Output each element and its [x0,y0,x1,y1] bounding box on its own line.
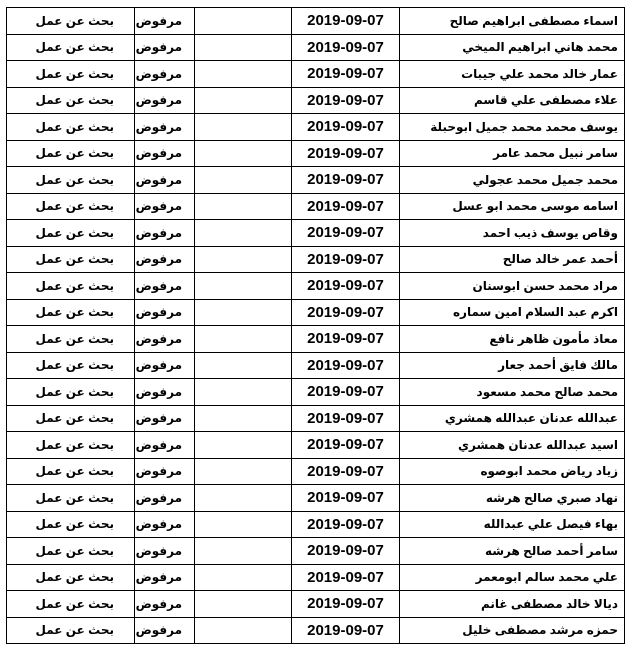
date-cell: 2019-09-07 [292,617,400,644]
date-cell: 2019-09-07 [292,167,400,194]
date-cell: 2019-09-07 [292,432,400,459]
empty-cell [195,511,292,538]
table-row [7,617,625,644]
status-cell: بحث عن عمل [7,485,135,512]
decision-cell: مرفوض [135,273,195,300]
date-cell: 2019-09-07 [292,273,400,300]
date-cell: 2019-09-07 [292,246,400,273]
name-cell: عمار خالد محمد علي جيبات [400,61,625,88]
table-row [7,352,625,379]
status-cell: بحث عن عمل [7,193,135,220]
name-cell: مالك فايق أحمد جعار [400,352,625,379]
date-cell: 2019-09-07 [292,564,400,591]
empty-cell [195,61,292,88]
table-row [7,114,625,141]
table-row [7,34,625,61]
empty-cell [195,538,292,565]
decision-cell: مرفوض [135,432,195,459]
date-cell: 2019-09-07 [292,538,400,565]
table-row [7,220,625,247]
status-cell: بحث عن عمل [7,617,135,644]
empty-cell [195,352,292,379]
decision-cell: مرفوض [135,485,195,512]
status-cell: بحث عن عمل [7,246,135,273]
table-row [7,405,625,432]
name-cell: اسماء مصطفى ابراهيم صالح [400,8,625,35]
name-cell: ديالا خالد مصطفى غانم [400,591,625,618]
date-cell: 2019-09-07 [292,405,400,432]
name-cell: سامر نبيل محمد عامر [400,140,625,167]
empty-cell [195,432,292,459]
date-cell: 2019-09-07 [292,140,400,167]
name-cell: اسامه موسى محمد ابو عسل [400,193,625,220]
date-cell: 2019-09-07 [292,193,400,220]
status-cell: بحث عن عمل [7,34,135,61]
table-row [7,246,625,273]
decision-cell: مرفوض [135,352,195,379]
date-cell: 2019-09-07 [292,87,400,114]
table-row [7,458,625,485]
decision-cell: مرفوض [135,299,195,326]
empty-cell [195,193,292,220]
decision-cell: مرفوض [135,564,195,591]
decision-cell: مرفوض [135,511,195,538]
name-cell: عبدالله عدنان عبدالله همشري [400,405,625,432]
status-cell: بحث عن عمل [7,87,135,114]
name-cell: مراد محمد حسن ابوسنان [400,273,625,300]
empty-cell [195,326,292,353]
table-row [7,140,625,167]
status-cell: بحث عن عمل [7,273,135,300]
status-cell: بحث عن عمل [7,140,135,167]
results-table-container [6,7,624,644]
decision-cell: مرفوض [135,458,195,485]
status-cell: بحث عن عمل [7,564,135,591]
table-row [7,273,625,300]
decision-cell: مرفوض [135,140,195,167]
date-cell: 2019-09-07 [292,326,400,353]
decision-cell: مرفوض [135,34,195,61]
empty-cell [195,591,292,618]
status-cell: بحث عن عمل [7,220,135,247]
empty-cell [195,379,292,406]
decision-cell: مرفوض [135,220,195,247]
decision-cell: مرفوض [135,617,195,644]
date-cell: 2019-09-07 [292,511,400,538]
empty-cell [195,273,292,300]
decision-cell: مرفوض [135,167,195,194]
date-cell: 2019-09-07 [292,352,400,379]
table-row [7,61,625,88]
status-cell: بحث عن عمل [7,352,135,379]
date-cell: 2019-09-07 [292,379,400,406]
status-cell: بحث عن عمل [7,538,135,565]
date-cell: 2019-09-07 [292,114,400,141]
table-row [7,87,625,114]
results-table [6,7,625,644]
empty-cell [195,564,292,591]
table-row [7,485,625,512]
table-row [7,8,625,35]
table-row [7,193,625,220]
date-cell: 2019-09-07 [292,220,400,247]
status-cell: بحث عن عمل [7,405,135,432]
name-cell: يوسف محمد محمد جميل ابوحبلة [400,114,625,141]
empty-cell [195,485,292,512]
name-cell: حمزه مرشد مصطفى خليل [400,617,625,644]
decision-cell: مرفوض [135,538,195,565]
name-cell: نهاد صبري صالح هرشه [400,485,625,512]
decision-cell: مرفوض [135,591,195,618]
date-cell: 2019-09-07 [292,591,400,618]
empty-cell [195,405,292,432]
decision-cell: مرفوض [135,8,195,35]
status-cell: بحث عن عمل [7,61,135,88]
empty-cell [195,114,292,141]
empty-cell [195,617,292,644]
empty-cell [195,167,292,194]
table-row [7,564,625,591]
name-cell: وقاص يوسف ذيب احمد [400,220,625,247]
empty-cell [195,34,292,61]
status-cell: بحث عن عمل [7,458,135,485]
table-row [7,511,625,538]
table-row [7,432,625,459]
status-cell: بحث عن عمل [7,379,135,406]
date-cell: 2019-09-07 [292,8,400,35]
results-table-body [7,8,625,644]
decision-cell: مرفوض [135,114,195,141]
empty-cell [195,140,292,167]
empty-cell [195,220,292,247]
decision-cell: مرفوض [135,246,195,273]
empty-cell [195,246,292,273]
decision-cell: مرفوض [135,61,195,88]
date-cell: 2019-09-07 [292,485,400,512]
table-row [7,167,625,194]
name-cell: سامر أحمد صالح هرشه [400,538,625,565]
name-cell: أحمد عمر خالد صالح [400,246,625,273]
status-cell: بحث عن عمل [7,299,135,326]
empty-cell [195,299,292,326]
status-cell: بحث عن عمل [7,432,135,459]
name-cell: اسيد عبدالله عدنان همشري [400,432,625,459]
status-cell: بحث عن عمل [7,167,135,194]
date-cell: 2019-09-07 [292,61,400,88]
name-cell: محمد جميل محمد عجولي [400,167,625,194]
empty-cell [195,87,292,114]
status-cell: بحث عن عمل [7,511,135,538]
status-cell: بحث عن عمل [7,326,135,353]
decision-cell: مرفوض [135,405,195,432]
decision-cell: مرفوض [135,193,195,220]
name-cell: محمد صالح محمد مسعود [400,379,625,406]
table-row [7,591,625,618]
decision-cell: مرفوض [135,87,195,114]
empty-cell [195,8,292,35]
table-row [7,299,625,326]
name-cell: علاء مصطفى علي قاسم [400,87,625,114]
date-cell: 2019-09-07 [292,299,400,326]
status-cell: بحث عن عمل [7,114,135,141]
date-cell: 2019-09-07 [292,34,400,61]
name-cell: اكرم عبد السلام امين سماره [400,299,625,326]
name-cell: محمد هاني ابراهيم الميخي [400,34,625,61]
table-row [7,379,625,406]
status-cell: بحث عن عمل [7,8,135,35]
empty-cell [195,458,292,485]
name-cell: معاذ مأمون ظاهر نافع [400,326,625,353]
decision-cell: مرفوض [135,326,195,353]
name-cell: زياد رياض محمد ابوصوه [400,458,625,485]
table-row [7,538,625,565]
name-cell: بهاء فيصل علي عبدالله [400,511,625,538]
decision-cell: مرفوض [135,379,195,406]
date-cell: 2019-09-07 [292,458,400,485]
table-row [7,326,625,353]
name-cell: علي محمد سالم ابومعمر [400,564,625,591]
status-cell: بحث عن عمل [7,591,135,618]
